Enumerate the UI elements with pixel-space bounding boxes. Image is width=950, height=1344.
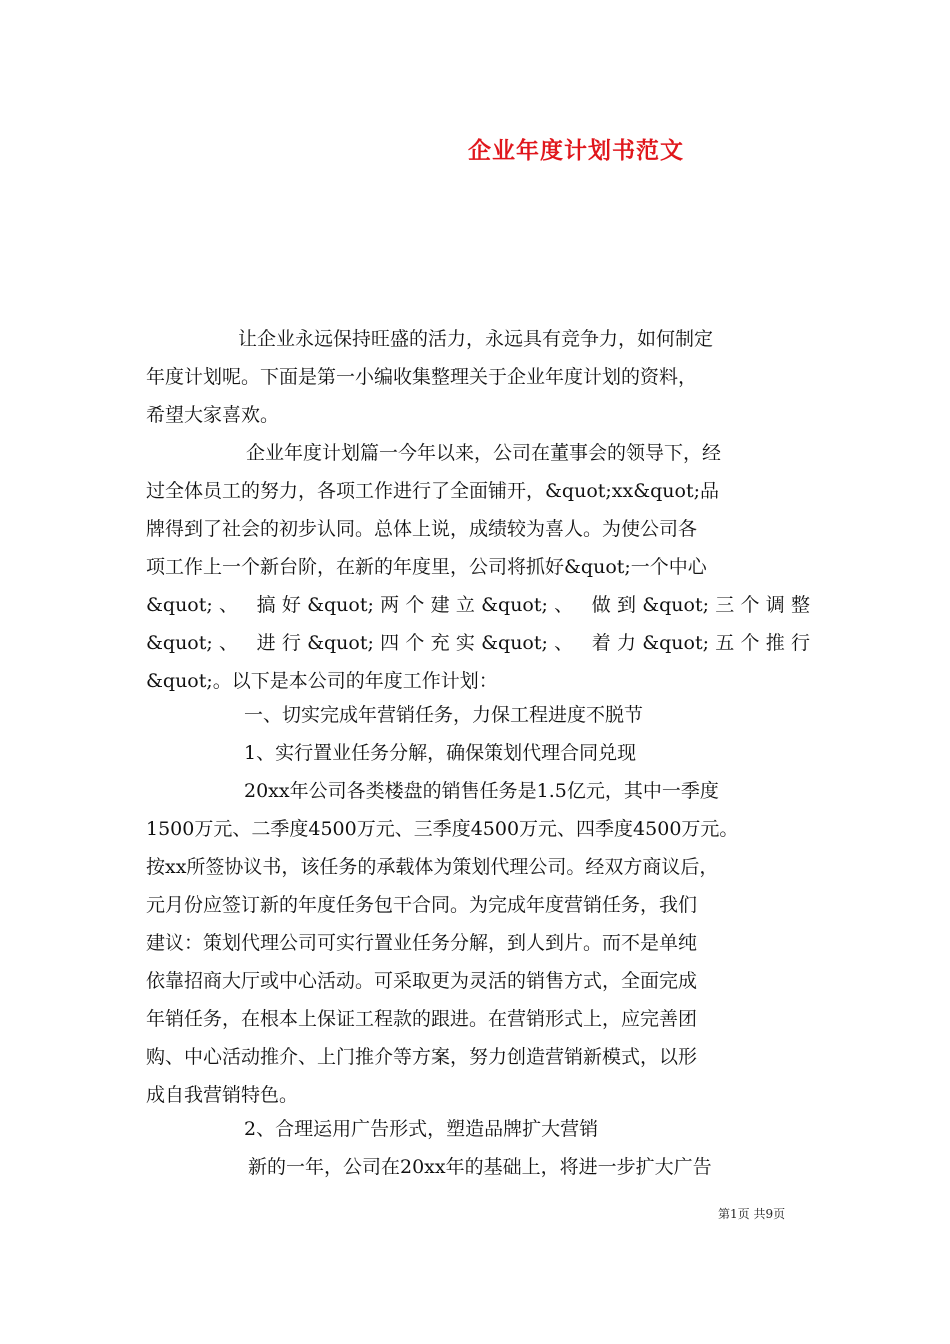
text-line: 1500万元、二季度4500万元、三季度4500万元、四季度4500万元。 xyxy=(146,818,739,840)
text-line: 年销任务，在根本上保证工程款的跟进。在营销形式上，应完善团 xyxy=(146,1008,698,1030)
text-line: 新的一年，公司在20xx年的基础上，将进一步扩大广告 xyxy=(248,1156,712,1178)
text-line: 建议：策划代理公司可实行置业任务分解，到人到片。而不是单纯 xyxy=(146,932,698,954)
page-footer: 第1页 共9页 xyxy=(718,1207,786,1221)
text-line: &quot;、 搞好&quot;两个建立&quot;、 做到&quot;三个调整 xyxy=(146,594,810,616)
text-line: 牌得到了社会的初步认同。总体上说，成绩较为喜人。为使公司各 xyxy=(146,518,698,540)
text-line: 一、切实完成年营销任务，力保工程进度不脱节 xyxy=(244,704,644,726)
text-line: 项工作上一个新台阶，在新的年度里，公司将抓好&quot;一个中心 xyxy=(146,556,707,578)
text-line: 希望大家喜欢。 xyxy=(146,404,280,426)
text-line: &quot;、 进行&quot;四个充实&quot;、 着力&quot;五个推行 xyxy=(146,632,810,654)
text-line: 购、中心活动推介、上门推介等方案，努力创造营销新模式，以形 xyxy=(146,1046,698,1068)
text-line: 1、实行置业任务分解，确保策划代理合同兑现 xyxy=(244,742,637,764)
text-line: &quot;。以下是本公司的年度工作计划： xyxy=(146,670,498,692)
text-line: 成自我营销特色。 xyxy=(146,1084,299,1106)
text-line: 年度计划呢。下面是第一小编收集整理关于企业年度计划的资料， xyxy=(146,366,698,388)
text-line: 过全体员工的努力，各项工作进行了全面铺开，&quot;xx&quot;品 xyxy=(146,480,720,502)
text-line: 元月份应签订新的年度任务包干合同。为完成年度营销任务，我们 xyxy=(146,894,698,916)
text-line: 依靠招商大厅或中心活动。可采取更为灵活的销售方式，全面完成 xyxy=(146,970,698,992)
text-line: 20xx年公司各类楼盘的销售任务是1.5亿元，其中一季度 xyxy=(244,780,719,802)
text-line: 2、合理运用广告形式，塑造品牌扩大营销 xyxy=(244,1118,599,1140)
text-line: 按xx所签协议书，该任务的承载体为策划代理公司。经双方商议后， xyxy=(146,856,719,878)
text-line: 企业年度计划篇一今年以来，公司在董事会的领导下，经 xyxy=(246,442,722,464)
text-line: 让企业永远保持旺盛的活力，永远具有竞争力，如何制定 xyxy=(238,328,714,350)
document-title: 企业年度计划书范文 xyxy=(468,137,684,164)
